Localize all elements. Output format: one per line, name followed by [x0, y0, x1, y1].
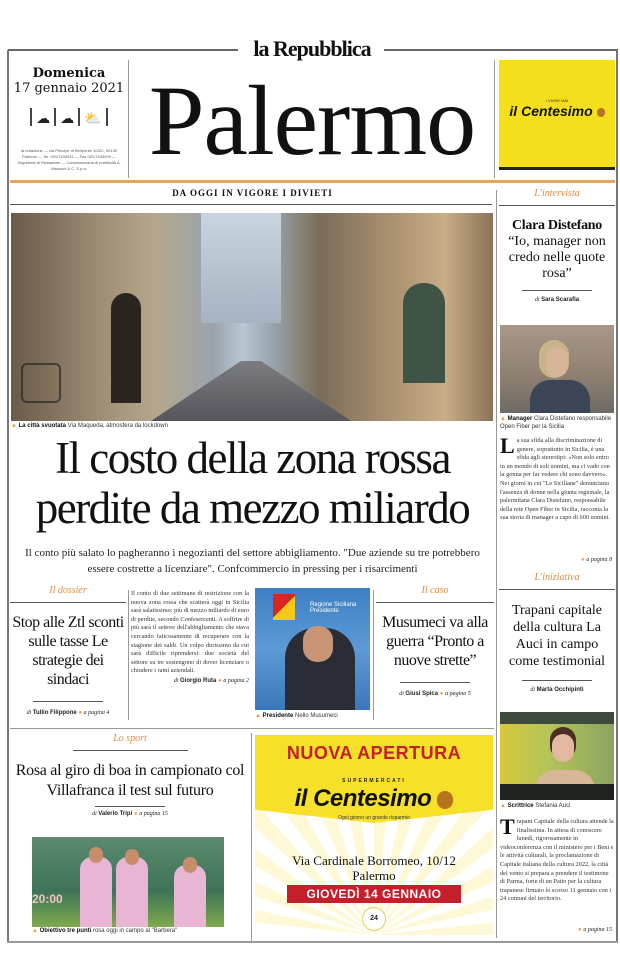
lead-page[interactable]: a pagina 2 — [223, 677, 249, 684]
kicker-rule — [10, 204, 492, 205]
cloud-icon: ☁ — [36, 111, 51, 127]
brand-name[interactable]: la Repubblica — [253, 36, 371, 61]
ad-address-line-1: Via Cardinale Borromeo, 10/12 — [292, 853, 456, 868]
photo-player-head — [183, 857, 197, 873]
column-divider — [128, 590, 129, 720]
photo-player-head — [125, 849, 139, 865]
caption-text: Nello Musumeci — [294, 713, 338, 719]
main-photo-via-maqueda[interactable] — [11, 213, 493, 421]
photo-shop — [403, 283, 445, 383]
initiative-label: L'iniziativa — [534, 572, 580, 583]
ad-address — [255, 853, 493, 883]
sport-photo[interactable] — [32, 837, 224, 927]
photo-graffiti — [21, 363, 61, 403]
ad-logo-text: il Centesimo — [294, 785, 432, 812]
bullet-icon: ● — [581, 557, 585, 563]
interview-body — [500, 433, 614, 523]
dossier-page[interactable]: a pagina 4 — [83, 710, 110, 716]
ad-address-line-2: Palermo — [352, 868, 396, 883]
masthead-divider-left — [128, 60, 129, 178]
lead-byline: di Giorgio Ruta ● a pagina 2 — [173, 677, 249, 684]
caption-text: Stefania Auci — [535, 803, 571, 809]
interview-quote: “Io, manager non credo nelle quote rosa” — [508, 234, 606, 281]
initiative-byline: di Marta Occhipinti — [530, 687, 584, 693]
initiative-rule — [499, 589, 615, 590]
jar-icon — [597, 108, 605, 117]
ad-nuova-apertura[interactable] — [255, 735, 493, 935]
dossier-rule — [10, 602, 126, 603]
jar-icon — [437, 791, 453, 809]
brand-rule-right — [384, 49, 618, 51]
sport-rule — [73, 750, 188, 751]
photo-face — [546, 347, 568, 377]
photo-bottom-band — [500, 784, 614, 800]
headline-line-2: perdite da mezzo miliardo — [35, 483, 470, 533]
photo-sky — [201, 213, 281, 323]
initiative-body-text: rapani Capitale della cultura attende la finalissima. In attesa di conoscere lunedì, rigorosamente in videoconferenza con il ministero per i Beni e le attività culturali, la proclamazione di Capitale italiana della cultura 2022, la città del vento si prepara a prendere il testimone di Parma, forte di un Patto per la cultura trapanese firmato lo scorso 11 gennaio con i 24 comuni del territorio. — [500, 818, 614, 903]
ad-top-small-text: I VIVRE MAI — [545, 98, 569, 103]
brand-rule-left — [8, 49, 238, 51]
photo-face — [303, 626, 333, 662]
photo-door — [111, 293, 141, 403]
ad-headline: NUOVA APERTURA — [286, 743, 462, 763]
lead-author: Giorgio Ruta — [180, 677, 217, 684]
caso-article[interactable] — [376, 585, 494, 725]
caso-rule — [376, 602, 494, 603]
initiative-body — [500, 814, 614, 904]
photo-player-head — [89, 847, 103, 863]
caption-text: rosa oggi in campo al "Barbera" — [92, 928, 178, 934]
initiative-page-link[interactable] — [500, 927, 612, 933]
lead-body-text: Il conto di due settimane di restrizione con la nuova zona rossa che scatterà oggi in Sicilia sarà salatissimo: più di mezzo miliardo di euro di perdite, secondo Confesercenti. A soffrire di più sarà il settore dell'abbigliamento che stava cercando faticosamente di recuperare con la stagione dei saldi. Un colpo durissimo da cui sarà difficile riprendersi: due società del settore su tre sostengono di dover licenziare o chiudere i rami aziendali. — [131, 590, 249, 675]
thermometer-icon — [78, 108, 80, 126]
caption-triangle-icon: ▲ — [32, 928, 38, 934]
interview-author: Sara Scarafia — [541, 297, 580, 303]
interview-byline: di Sara Scarafia — [534, 297, 580, 303]
dossier-label: Il dossier — [49, 585, 87, 596]
masthead-orange-rule — [10, 180, 615, 183]
ad-date: GIOVEDÌ 14 GENNAIO — [287, 885, 461, 903]
caso-short-rule — [400, 682, 470, 683]
headline-line-1: Il costo della zona rossa — [55, 433, 450, 483]
frame-bottom — [7, 941, 618, 943]
lead-body-column — [131, 590, 249, 725]
sport-article[interactable] — [10, 733, 250, 817]
photo-face — [552, 734, 574, 762]
dossier-author: Tullio Filippone — [32, 710, 77, 716]
sport-short-rule — [95, 806, 165, 807]
caption-bold: Presidente — [262, 713, 294, 719]
caption-text: Via Maqueda, atmosfera da lockdown — [67, 423, 168, 429]
caption-bold: Scrittrice — [507, 803, 534, 809]
imprint-text: la redazione — via Principe di Belmonte 103/C, 90139 Palermo — Tel. 091/7434911 — Fax 091/7434939 — Segreteria di Redazione — Concessionaria di pubblicità A. Manzoni & C. S.p.a. — [17, 148, 121, 171]
main-photo-caption — [11, 423, 168, 429]
caption-triangle-icon: ▲ — [500, 803, 506, 809]
dropcap: L — [500, 433, 515, 458]
bullet-icon: ● — [218, 677, 222, 684]
interview-body-text: a sua sfida alla discriminazione di genere, soprattutto in Sicilia, è una sfida agli stereotipi: «Non solo entro in un mondo di soli uomini, ma ci vado con la gonna per far vedere chi sono davvero». Nei giorni in cui "Le Siciliane" denunciano l'assenza di donne nella giunta regionale, la palermitana Clara Distefano, responsabile della rete Open Fiber in Sicilia, racconta la sua storia di manager a capo di 600 uomini. — [500, 437, 610, 522]
sun-cloud-icon: ⛅ — [84, 111, 102, 127]
photo-road — [151, 361, 351, 421]
sport-label: Lo sport — [113, 733, 147, 744]
dossier-short-rule — [33, 701, 103, 702]
dossier-byline: di Tullio Filippone ● a pagina 4 — [26, 710, 110, 716]
photo-top-band — [500, 712, 614, 724]
initiative-short-rule — [522, 680, 592, 681]
interview-short-rule — [522, 290, 592, 291]
caption-bold: Manager — [507, 416, 533, 422]
caso-label: Il caso — [421, 585, 449, 596]
frame-right — [616, 50, 618, 943]
city-title: Palermo — [148, 65, 476, 176]
ad-super: SUPERMERCATI — [342, 778, 406, 784]
ad-badge-24: 24 — [362, 907, 386, 931]
interview-title — [499, 218, 615, 282]
initiative-page: a pagina 15 — [583, 927, 612, 933]
bullet-icon: ● — [439, 691, 444, 697]
column-divider — [373, 590, 374, 720]
bullet-icon: ● — [133, 811, 138, 817]
clara-distefano-photo[interactable] — [500, 325, 614, 413]
date-label: 17 gennaio 2021 — [13, 81, 125, 96]
sport-caption — [32, 928, 177, 934]
clara-caption — [500, 415, 616, 431]
initiative-author: Marta Occhipinti — [536, 687, 584, 693]
sport-title: Rosa al giro di boa in campionato col Villafranca il test sul futuro — [15, 762, 245, 799]
scoreboard-text: 20:00 — [32, 892, 63, 906]
dropcap: T — [500, 814, 515, 839]
caption-triangle-icon: ▲ — [500, 416, 506, 422]
ad-top-logo-text: il Centesimo — [509, 103, 593, 119]
region-text: Regione Siciliana Presidente — [310, 602, 357, 614]
interview-rule — [499, 205, 615, 206]
caption-text: Clara Distefano responsabile Open Fiber per la Sicilia — [500, 416, 612, 430]
caso-page[interactable]: a pagina 5 — [445, 691, 471, 697]
auci-caption — [500, 803, 570, 809]
photo-player — [80, 857, 112, 927]
ad-top-centesimo[interactable] — [499, 60, 615, 170]
interview-page: a pagina 8 — [586, 557, 612, 563]
day-label: Domenica — [32, 66, 106, 81]
date-box — [10, 60, 128, 180]
interview-label: L'intervista — [534, 188, 580, 199]
caption-bold: La città svuotata — [18, 423, 66, 429]
musumeci-caption — [255, 713, 338, 719]
dossier-title: Stop alle Ztl sconti sulle tasse Le strategie dei sindaci — [12, 614, 124, 688]
interview-article[interactable] — [499, 188, 615, 303]
masthead-divider-right — [494, 60, 495, 178]
bullet-icon: ● — [578, 927, 582, 933]
caption-triangle-icon: ▲ — [11, 423, 17, 429]
caso-byline: di Giusi Spica ● a pagina 5 — [399, 691, 471, 697]
ad-tagline: Ogni giorno un grande risparmio — [338, 815, 410, 821]
caption-bold: Obiettivo tre punti — [39, 928, 92, 934]
thermometer-icon — [54, 108, 56, 126]
masthead-brand — [0, 36, 620, 60]
thermometer-icon — [106, 108, 108, 126]
kicker: DA OGGI IN VIGORE I DIVIETI — [172, 188, 333, 198]
ad-top-logo — [499, 103, 615, 119]
caption-triangle-icon: ▲ — [255, 713, 261, 719]
stefania-auci-photo[interactable] — [500, 712, 614, 800]
main-headline[interactable] — [10, 433, 495, 533]
ad-logo — [255, 785, 493, 813]
cloud-icon: ☁ — [60, 111, 75, 127]
caso-author: Giusi Spica — [405, 691, 439, 697]
photo-player — [116, 857, 148, 927]
sport-page[interactable]: a pagina 15 — [139, 811, 168, 817]
caso-title: Musumeci va alla guerra “Pronto a nuove strette” — [382, 614, 488, 669]
initiative-title: Trapani capitale della cultura La Auci in campo come testimonial — [508, 603, 606, 669]
photo-body — [530, 380, 590, 413]
section-rule — [10, 728, 494, 729]
dossier-article[interactable] — [10, 585, 126, 725]
sport-byline: di Valerio Tripi ● a pagina 15 — [92, 811, 168, 817]
weather-strip — [10, 106, 128, 126]
interview-name: Clara Distefano — [512, 218, 602, 233]
interview-page-link[interactable] — [500, 557, 612, 563]
sport-author: Valerio Tripi — [98, 811, 133, 817]
initiative-article[interactable] — [499, 572, 615, 693]
photo-player — [174, 865, 206, 927]
bullet-icon: ● — [78, 710, 82, 716]
subheadline: Il conto più salato lo pagheranno i negozianti del settore abbigliamento. "Due aziende su tre potrebbero essere costrette a licenziare". Confcommercio in pressing per i risarcimenti — [25, 547, 480, 575]
frame-left — [7, 50, 9, 943]
column-divider — [251, 733, 252, 941]
right-column-divider — [496, 190, 497, 938]
sicily-flag-icon — [273, 594, 295, 620]
musumeci-photo[interactable] — [255, 588, 370, 710]
thermometer-icon — [30, 108, 32, 126]
